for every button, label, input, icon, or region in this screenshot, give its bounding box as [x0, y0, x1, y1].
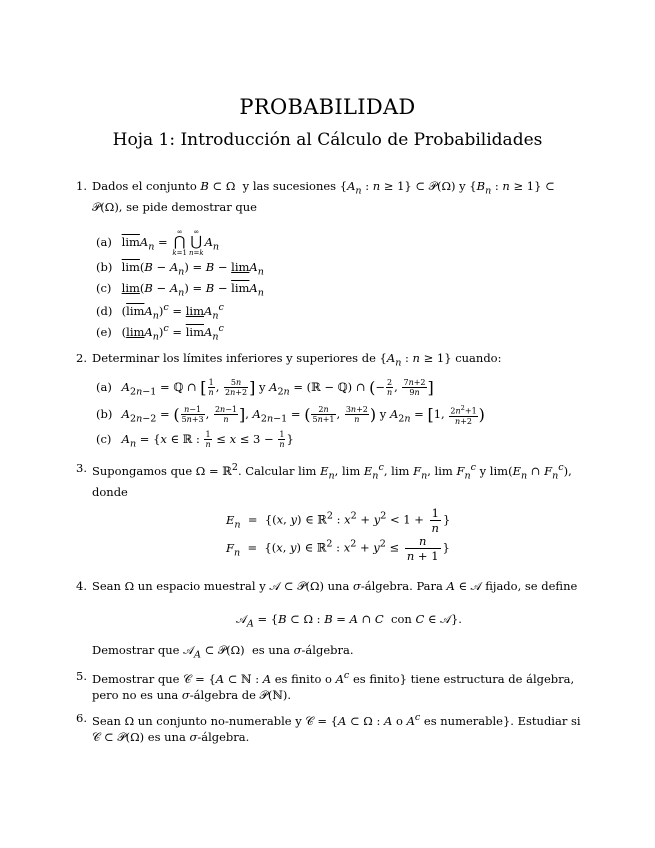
exercise-1 — [76, 178, 586, 215]
exercise-statement: Determinar los límites inferiores y superiores de {$A_n$ : n ≥ 1} cuando: — [92, 351, 502, 369]
item-formula: $A_{2n-1}$ = ℚ ∩ [ $\frac{1}{n}$ , $\frac{5n}{2n+2}$ ] y $A_{2n}$ = (ℝ − ℚ) ∩ (− $\frac{2}{n}$ , $\frac{7n+2}{9n}$ ] — [121, 377, 434, 397]
exercise-number: 2. — [76, 351, 87, 365]
page-title: PROBABILIDAD — [239, 95, 416, 119]
exercise-statement: Dados el conjunto B ⊂ Ω y las sucesiones {$A_n$ : n ≥ 1} ⊂ 𝒫(Ω) y {$B_n$ : n ≥ 1} ⊂ 𝒫(Ω), se pide demostrar que — [92, 179, 555, 215]
item-1b: (b) $\overline{lim}(B - A_n) = B - \lim A_n$ — [96, 260, 264, 278]
item-2a: (a) $A_{2n-1}$ = ℚ ∩ [ $\frac{1}{n}$ , $\frac{5n}{2n+2}$ ] y $A_{2n}$ = (ℝ − ℚ) ∩ (− $\frac{2}{n}$ , $\frac{7n+2}{9n}$ ] — [96, 377, 434, 397]
exercise-number: 5. — [76, 669, 87, 683]
item-formula: $\overline{lim}(B - A_n) = B - \lim A_n$ — [121, 260, 264, 278]
item-formula: $(\lim A_n)^c = \overline{lim}A_n^c$ — [121, 323, 224, 343]
exercise-statement: Demostrar que 𝒞 = {A ⊂ ℕ : A es finito o $A^c$ es finito} tiene estructura de álgebra, pero no es una σ-álgebra de 𝒫(ℕ). — [92, 670, 575, 702]
exercise-statement: Supongamos que Ω = ℝ$^2$. Calcular $\lim E_n$, $\lim E_n^c$, $\lim F_n$, $\lim F_n^c$ y $\lim(E_n$ ∩ $F_n^c$), donde — [92, 462, 572, 500]
item-1e: (e) $(\lim A_n)^c = \overline{lim}A_n^c$ — [96, 323, 224, 343]
equation-fn: $F_n = \{(x$, y) ∈ ℝ$^2$ : $x^2 + y^2$ ≤ $\frac{n}{n + 1}$ } — [226, 534, 450, 563]
exercise-2 — [76, 350, 586, 371]
equation-aa: 𝒜$_A$ = {B ⊂ Ω : B = A ∩ C con C ∈ 𝒜}. — [236, 612, 462, 630]
item-2c: (c) $A_n = \{x$ ∈ ℝ : $\frac{1}{n}$ ≤ x ≤ 3 − $\frac{1}{n}$ } — [96, 430, 294, 449]
item-formula: $\overline{lim}A_n$ = ∞ ⋂ k=1∞ ⋃ $n=kA_n$ — [121, 228, 220, 257]
exercise-4 — [76, 578, 586, 594]
exercise-number: 4. — [76, 579, 87, 593]
item-1c: (c) $\lim(B - A_n) = B - \overline{lim}A_n$ — [96, 281, 264, 299]
item-1d: (d) $(\overline{lim}A_n)^c = \lim A_n^c$ — [96, 302, 224, 322]
exercise-6 — [76, 710, 586, 745]
exercise-number: 1. — [76, 179, 87, 193]
exercise-number: 6. — [76, 711, 87, 725]
exercise-number: 3. — [76, 461, 87, 475]
item-2b: (b) $A_{2n-2}$ = ( $\frac{n-1}{5n+3}$ , $\frac{2n-1}{n}$ ], $A_{2n-1}$ = ( $\frac{2n}{5n+1}$ , $\frac{3n+2}{n}$ ) y $A_{2n} = [1$, $\frac{2n^2+1}{n+2}$ ) — [96, 404, 485, 426]
item-formula: $A_n = \{x$ ∈ ℝ : $\frac{1}{n}$ ≤ x ≤ 3 − $\frac{1}{n}$ } — [121, 430, 294, 449]
exercise-3 — [76, 460, 586, 500]
exercise-5 — [76, 668, 586, 703]
item-formula: $\lim(B - A_n) = B - \overline{lim}A_n$ — [121, 281, 264, 299]
item-formula: $(\overline{lim}A_n)^c = \lim A_n^c$ — [121, 302, 224, 322]
item-formula: $A_{2n-2}$ = ( $\frac{n-1}{5n+3}$ , $\frac{2n-1}{n}$ ], $A_{2n-1}$ = ( $\frac{2n}{5n+1}$ , $\frac{3n+2}{n}$ ) y $A_{2n} = [1$, $\frac{2n^2+1}{n+2}$ ) — [121, 404, 485, 426]
exercise-4-closing: Demostrar que 𝒜$_A$ ⊂ 𝒫(Ω) es una σ-álgebra. — [92, 643, 354, 661]
page-subtitle: Hoja 1: Introducción al Cálculo de Probabilidades — [112, 130, 543, 150]
item-1a: (a) $\overline{lim}A_n$ = ∞ ⋂ k=1∞ ⋃ $n=kA_n$ — [96, 228, 220, 257]
equation-en: $E_n = \{(x$, y) ∈ ℝ$^2$ : $x^2 + y^2 < 1$ + $\frac{1}{n}$ } — [226, 506, 451, 535]
exercise-statement: Sean Ω un conjunto no-numerable y 𝒞 = {A ⊂ Ω : A o $A^c$ es numerable}. Estudiar si 𝒞 ⊂ 𝒫(Ω) es una σ-álgebra. — [92, 712, 581, 744]
exercise-statement: Sean Ω un espacio muestral y 𝒜 ⊂ 𝒫(Ω) una σ-álgebra. Para A ∈ 𝒜 fijado, se define — [92, 579, 578, 593]
